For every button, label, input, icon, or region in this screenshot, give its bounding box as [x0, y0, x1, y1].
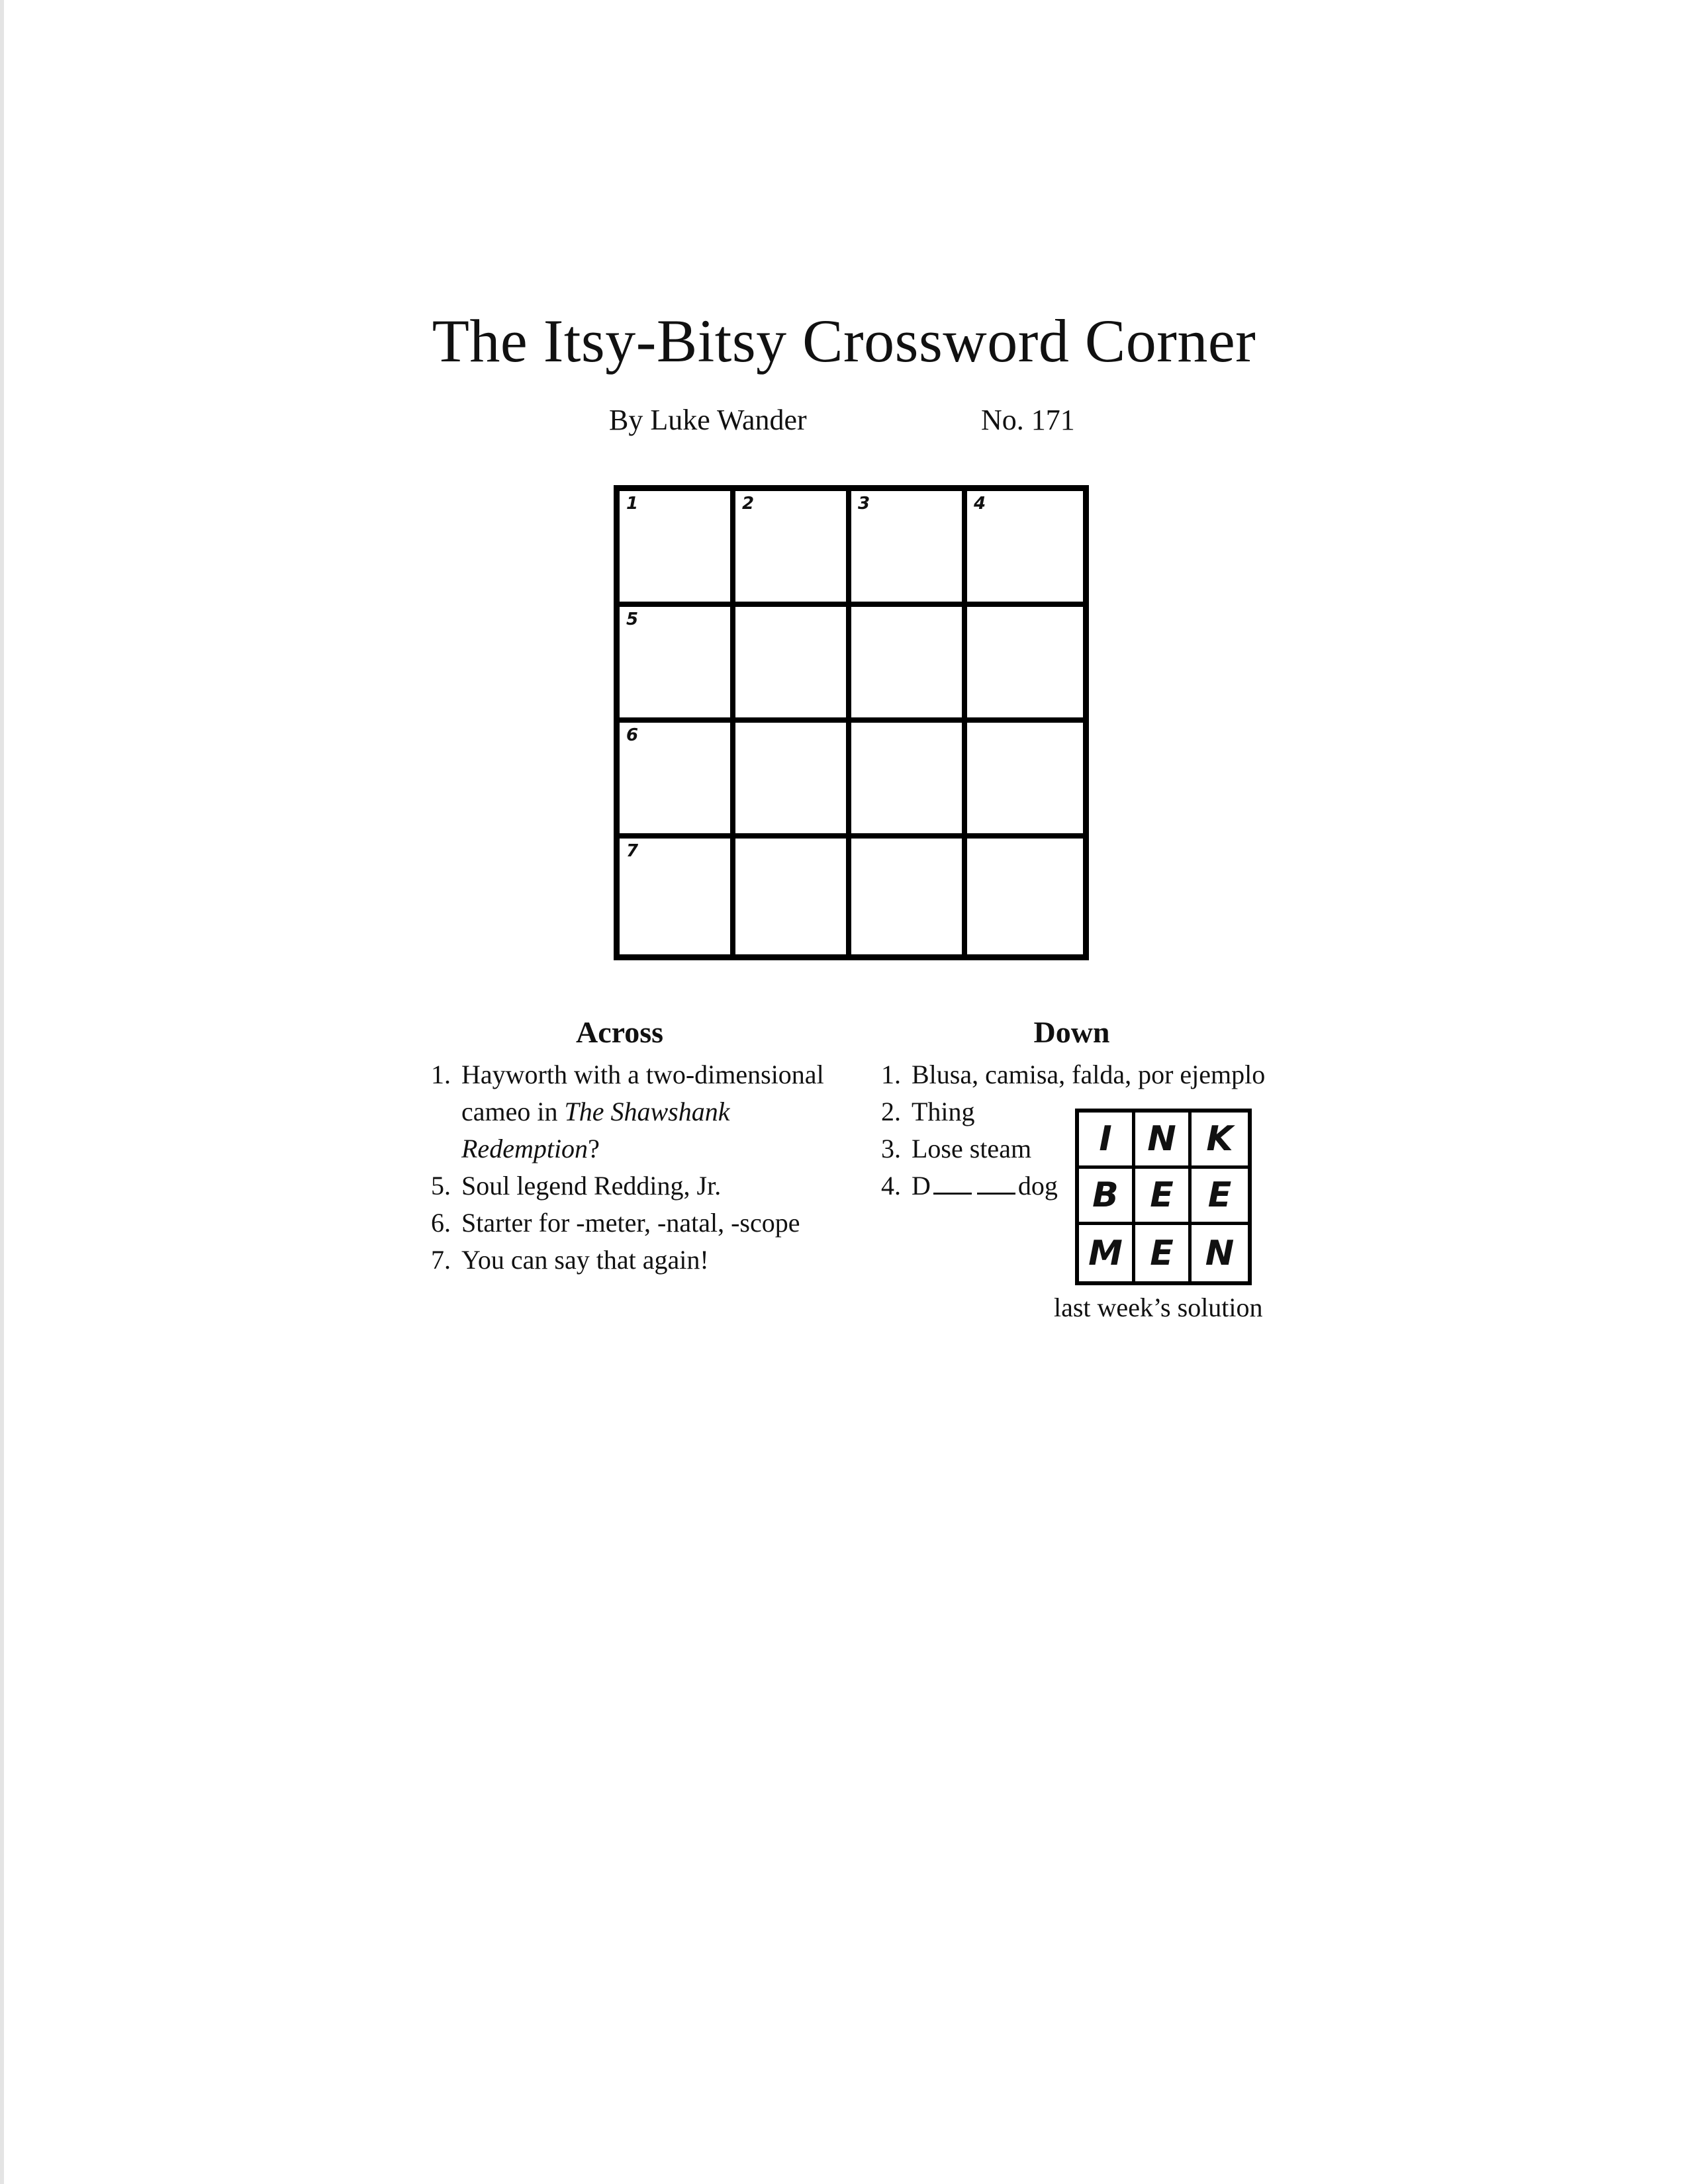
clue-text-end: ? [588, 1134, 600, 1163]
clue-text-end: dog [1017, 1171, 1058, 1201]
clue-text: Hayworth with a two-dimensional cameo in [461, 1060, 824, 1126]
clue-num: 1. [881, 1060, 901, 1089]
across-clue [431, 1242, 855, 1279]
grid-cell[interactable] [735, 607, 851, 723]
clue-text: You can say that again! [461, 1245, 709, 1275]
grid-cell[interactable] [735, 723, 851, 839]
grid-cell[interactable] [735, 839, 851, 954]
grid-cell[interactable] [851, 723, 967, 839]
across-heading: Across [575, 1015, 664, 1049]
clue-number: 5 [626, 610, 639, 629]
grid-cell[interactable] [851, 839, 967, 954]
clue-number: 6 [626, 725, 639, 745]
solution-letter: M [1079, 1225, 1135, 1281]
across-clue-list [431, 1056, 855, 1279]
clue-number: 1 [626, 494, 639, 514]
grid-cell[interactable] [620, 491, 735, 607]
clue-num: 6. [431, 1208, 451, 1238]
clue-text: Starter for -meter, -natal, -scope [461, 1208, 800, 1238]
clue-number: 4 [974, 494, 986, 514]
grid-cell[interactable] [735, 491, 851, 607]
last-week-solution-grid [1075, 1109, 1252, 1285]
solution-caption: last week’s solution [1054, 1293, 1263, 1322]
across-clue [431, 1056, 855, 1167]
issue-number: No. 171 [981, 404, 1075, 436]
fill-blank [933, 1174, 972, 1195]
solution-letter: E [1135, 1169, 1192, 1225]
down-clue [881, 1056, 1305, 1093]
grid-cell[interactable] [620, 723, 735, 839]
clue-text: Lose steam [912, 1134, 1032, 1163]
grid-cell[interactable] [967, 491, 1083, 607]
page-title: The Itsy-Bitsy Crossword Corner [432, 307, 1256, 375]
across-clue [431, 1167, 855, 1205]
crossword-grid [614, 485, 1089, 960]
solution-letter: N [1205, 1233, 1235, 1273]
grid-cell[interactable] [620, 607, 735, 723]
clue-number: 3 [858, 494, 870, 514]
solution-letter: B [1079, 1169, 1135, 1225]
across-clue [431, 1205, 855, 1242]
clue-num: 5. [431, 1171, 451, 1201]
grid-cell[interactable] [851, 607, 967, 723]
grid-cell[interactable] [967, 607, 1083, 723]
solution-letter: E [1192, 1169, 1248, 1225]
clue-num: 3. [881, 1134, 901, 1163]
clue-number: 7 [626, 841, 639, 861]
byline: By Luke Wander [609, 404, 807, 436]
clue-text: Blusa, camisa, falda, por ejemplo [912, 1060, 1266, 1089]
clue-num: 7. [431, 1245, 451, 1275]
clue-num: 2. [881, 1097, 901, 1126]
clue-text: Thing [912, 1097, 975, 1126]
grid-cell[interactable] [620, 839, 735, 954]
clue-text: D [912, 1171, 931, 1201]
clue-number: 2 [742, 494, 755, 514]
down-heading: Down [1033, 1015, 1110, 1049]
solution-letter: E [1135, 1225, 1192, 1281]
clue-num: 4. [881, 1171, 901, 1201]
grid-cell[interactable] [851, 491, 967, 607]
fill-blank [977, 1174, 1015, 1195]
solution-letter: K [1192, 1113, 1248, 1169]
solution-letter: N [1135, 1113, 1192, 1169]
grid-cell[interactable] [967, 839, 1083, 954]
grid-cell[interactable] [967, 723, 1083, 839]
solution-letter: I [1079, 1113, 1135, 1169]
clue-text: Soul legend Redding, Jr. [461, 1171, 722, 1201]
clue-num: 1. [431, 1060, 451, 1089]
clue-italic-title: The Shawshank Redemption [461, 1097, 730, 1163]
